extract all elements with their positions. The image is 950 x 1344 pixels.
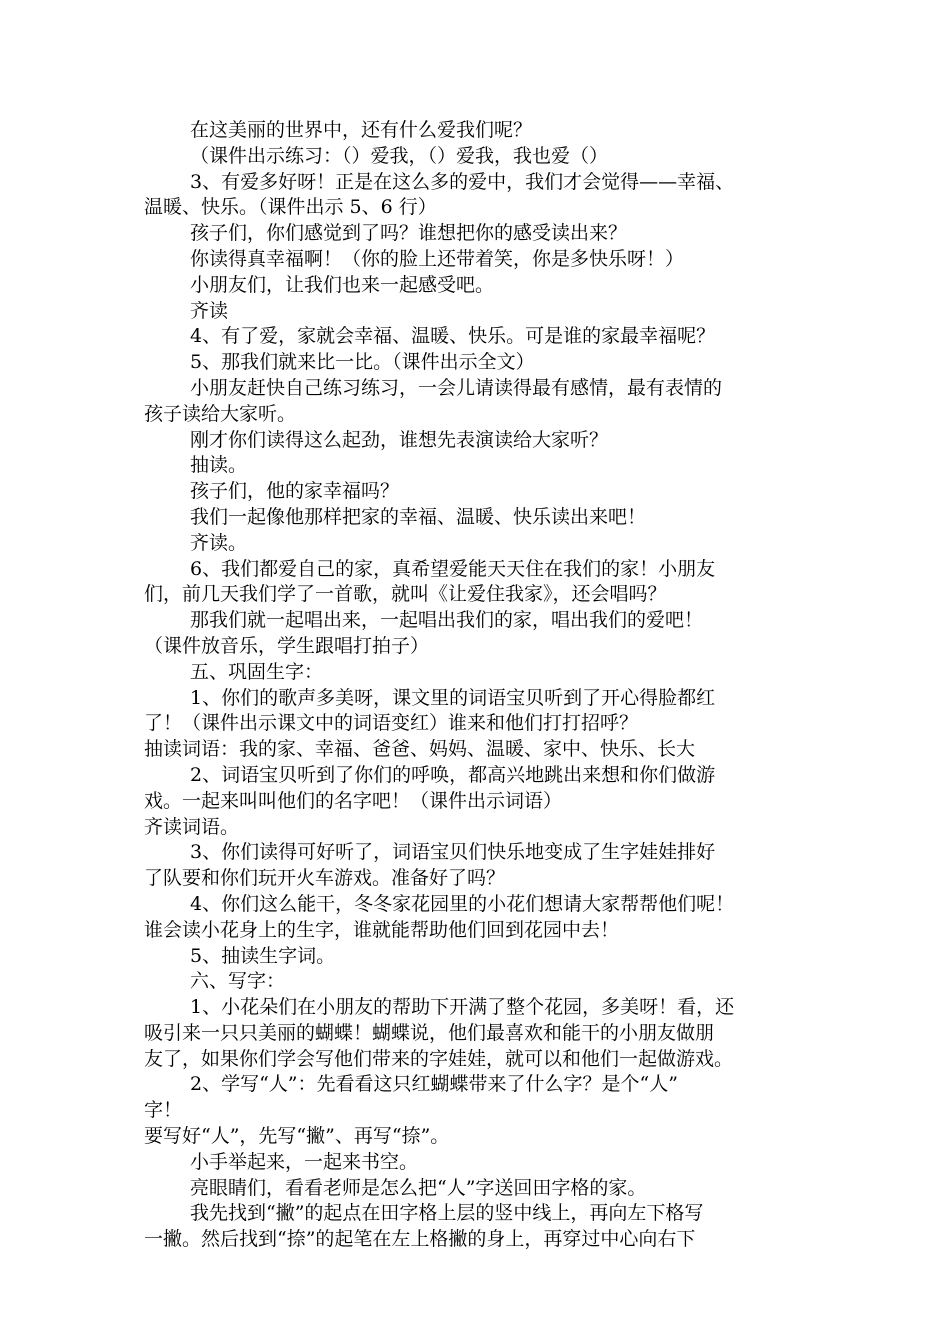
text-line: 1、小花朵们在小朋友的帮助下开满了整个花园，多美呀！看，还 [190, 996, 735, 1019]
text-line: 要写好“人”，先写“撇”、再写“捺”。 [144, 1125, 450, 1148]
text-line: 小朋友们，让我们也来一起感受吧。 [190, 273, 495, 296]
text-line: （课件放音乐，学生跟唱打拍子） [144, 634, 430, 657]
text-line: 小手举起来，一起来书空。 [190, 1150, 419, 1173]
text-line: 我先找到“撇”的起点在田字格上层的竖中线上，再向左下格写 [190, 1202, 704, 1225]
text-line: 1、你们的歌声多美呀，课文里的词语宝贝听到了开心得脸都红 [190, 686, 716, 709]
document-body [144, 118, 814, 1253]
text-line: 吸引来一只只美丽的蝴蝶！蝴蝶说，他们最喜欢和能干的小朋友做朋 [144, 1021, 715, 1044]
text-line: 5、抽读生字词。 [190, 944, 336, 967]
text-line: 孩子们，他的家幸福吗？ [190, 480, 400, 503]
text-line: 抽读。 [190, 454, 248, 477]
text-line: 在这美丽的世界中，还有什么爱我们呢？ [190, 119, 533, 141]
text-line: 一撇。然后找到“捺”的起笔在左上格撇的身上，再穿过中心向右下 [144, 1228, 696, 1251]
text-line: 你读得真幸福啊！（你的脸上还带着笑，你是多快乐呀！） [190, 247, 685, 270]
text-line: 6、我们都爱自己的家，真希望爱能天天住在我们的家！小朋友 [190, 557, 716, 580]
text-line: 戏。一起来叫叫他们的名字吧！（课件出示词语） [144, 789, 563, 812]
text-line: 齐读。 [190, 531, 248, 554]
text-line: 亮眼睛们，看看老师是怎么把“人”字送回田字格的家。 [190, 1176, 647, 1199]
text-line: 3、你们读得可好听了，词语宝贝们快乐地变成了生字娃娃排好 [190, 841, 716, 864]
text-line: 4、你们这么能干，冬冬家花园里的小花们想请大家帮帮他们呢！ [190, 892, 735, 915]
text-line: 刚才你们读得这么起劲，谁想先表演读给大家听？ [190, 428, 609, 451]
text-line: 六、写字： [190, 970, 286, 993]
text-line: 小朋友赶快自己练习练习，一会儿请读得最有感情，最有表情的 [190, 376, 723, 399]
text-line: 了！（课件出示课文中的词语变红）谁来和他们打打招呼？ [144, 712, 639, 735]
text-line: 2、词语宝贝听到了你们的呼唤，都高兴地跳出来想和你们做游 [190, 763, 716, 786]
text-line: 温暖、快乐。（课件出示 5、6 行） [144, 196, 437, 219]
text-line: 我们一起像他那样把家的幸福、温暖、快乐读出来吧！ [190, 505, 647, 528]
text-line: 了队要和你们玩开火车游戏。准备好了吗？ [144, 867, 506, 890]
text-line: 孩子们，你们感觉到了吗？谁想把你的感受读出来？ [190, 222, 628, 245]
text-line: 们，前几天我们学了一首歌，就叫《让爱住我家》，还会唱吗？ [144, 583, 667, 606]
text-line: 友了，如果你们学会写他们带来的字娃娃，就可以和他们一起做游戏。 [144, 1047, 734, 1070]
text-line: 4、有了爱，家就会幸福、温暖、快乐。可是谁的家最幸福呢？ [190, 325, 716, 348]
text-line: 谁会读小花身上的生字，谁就能帮助他们回到花园中去！ [144, 918, 620, 941]
text-line: 齐读词语。 [144, 815, 240, 838]
text-line: 字！ [144, 1099, 183, 1122]
text-line: （课件出示练习：（）爱我，（）爱我，我也爱（） [190, 144, 609, 167]
text-line: 2、学写“人”：先看看这只红蝴蝶带来了什么字？是个“人” [190, 1073, 678, 1096]
text-line: 五、巩固生字： [190, 660, 324, 683]
text-line: 孩子读给大家听。 [144, 402, 297, 425]
text-line: 抽读词语：我的家、幸福、爸爸、妈妈、温暖、家中、快乐、长大 [144, 738, 696, 761]
text-line: 齐读 [190, 299, 229, 322]
text-line: 5、那我们就来比一比。（课件出示全文） [190, 351, 535, 374]
text-line: 那我们就一起唱出来，一起唱出我们的家，唱出我们的爱吧！ [190, 609, 704, 632]
text-line: 3、有爱多好呀！正是在这么多的爱中，我们才会觉得——幸福、 [190, 170, 735, 193]
